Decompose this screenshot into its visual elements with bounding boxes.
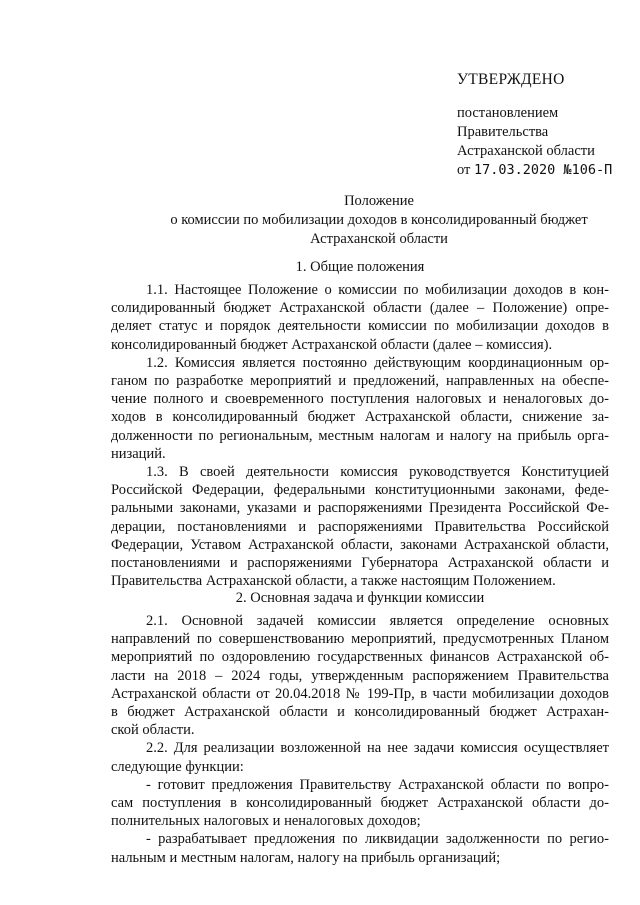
text-line: консолидированный бюджет Астраханской области (далее – комиссия). <box>111 336 553 353</box>
title-line: о комиссии по мобилизации доходов в консолидированный бюджет <box>170 212 588 228</box>
text-line: - разрабатывает предложения по ликвидации задолженности по регио- <box>146 831 609 848</box>
title-line: Положение <box>344 193 414 209</box>
text-line: постановлениями и распоряжениями Губернатора Астраханской области и <box>111 555 609 572</box>
approval-stamp <box>457 70 627 180</box>
text-line: направлений по совершенствованию мероприятий, предусмотренных Планом <box>111 631 609 648</box>
section-body <box>111 612 609 867</box>
text-line: сам поступления в консолидированный бюджет Астраханской области до- <box>111 795 609 812</box>
text-line: солидированный бюджет Астраханской области (далее – Положение) опре- <box>111 300 609 317</box>
approval-line: постановлением <box>457 105 559 121</box>
text-line: - готовит предложения Правительству Астраханской области по вопро- <box>146 776 609 793</box>
text-line: ласти на 2018 – 2024 годы, утвержденным распоряжением Правительства <box>111 667 609 684</box>
text-line: Правительства Астраханской области, а также настоящим Положением. <box>111 573 556 590</box>
approval-date-prefix: от <box>457 162 471 178</box>
text-line: полнительных налоговых и неналоговых доходов; <box>111 813 421 830</box>
document-title <box>150 192 608 249</box>
section-heading: 1. Общие положения <box>295 259 425 275</box>
section-heading: 2. Основная задача и функции комиссии <box>235 590 485 606</box>
text-line: Российской Федерации, федеральными конституционными законами, феде- <box>111 482 609 499</box>
text-line: низаций. <box>111 445 166 462</box>
text-line: ганом по разработке мероприятий и предложений, направленных на обеспе- <box>111 373 609 390</box>
text-line: ской области. <box>111 722 195 739</box>
text-line: нальным и местным налогам, налогу на прибыль организаций; <box>111 849 501 866</box>
approval-line: Астраханской области <box>457 143 595 159</box>
text-line: ходов в консолидированный бюджет Астраханской области, снижение за- <box>111 409 609 426</box>
text-line: мероприятий по оздоровлению государственных финансов Астраханской об- <box>111 649 609 666</box>
text-line: чение полного и своевременного поступления налоговых и неналоговых до- <box>111 391 609 408</box>
text-line: 2.1. Основной задачей комиссии является определение основных <box>146 613 609 629</box>
text-line: Астраханской области от 20.04.2018 № 199-Пр, в части мобилизации доходов <box>111 685 609 702</box>
approval-heading: УТВЕРЖДЕНО <box>457 71 565 88</box>
approval-line: Правительства <box>457 124 549 140</box>
text-line: ральными законами, указами и распоряжениями Президента Российской Фе- <box>111 500 609 517</box>
section-body <box>111 281 609 590</box>
text-line: 2.2. Для реализации возложенной на нее задачи комиссия осуществляет <box>146 740 609 757</box>
approval-date-line <box>457 161 627 180</box>
text-line: следующие функции: <box>111 758 244 775</box>
text-line: в бюджет Астраханской области и консолидированный бюджет Астрахан- <box>111 704 609 721</box>
text-line: долженности по региональным, местным налогам и налогу на прибыль орга- <box>111 427 609 444</box>
approval-date-number: 17.03.2020 №106-П <box>474 162 613 178</box>
text-line: Федерации, Уставом Астраханской области, законами Астраханской области, <box>111 536 609 553</box>
text-line: деляет статус и порядок деятельности комиссии по мобилизации доходов в <box>111 318 609 335</box>
text-line: 1.1. Настоящее Положение о комиссии по мобилизации доходов в кон- <box>146 282 609 298</box>
text-line: дерации, постановлениями и распоряжениями Правительства Российской <box>111 518 609 535</box>
text-line: 1.3. В своей деятельности комиссия руководствуется Конституцией <box>146 464 609 481</box>
text-line: 1.2. Комиссия является постоянно действующим координационным ор- <box>146 354 609 371</box>
title-line: Астраханской области <box>310 231 448 247</box>
